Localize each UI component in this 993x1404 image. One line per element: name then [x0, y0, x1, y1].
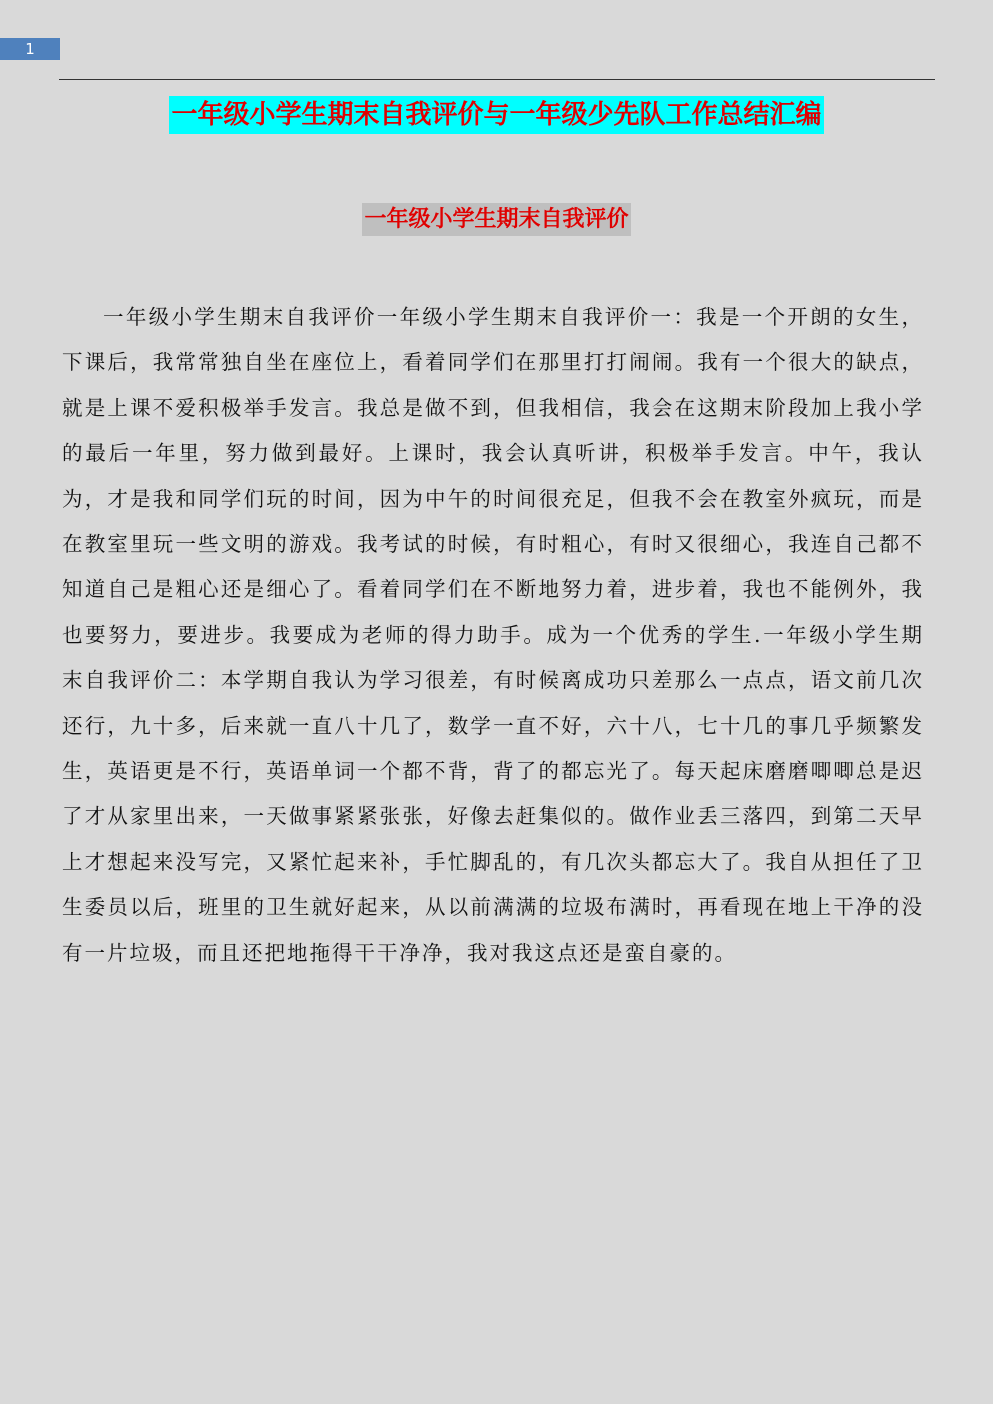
page-number-badge: 1 [0, 38, 60, 60]
document-title-container [0, 96, 993, 134]
header-divider [59, 79, 935, 80]
section-title: 一年级小学生期末自我评价 [362, 203, 630, 236]
section-title-container [0, 203, 993, 236]
document-title: 一年级小学生期末自我评价与一年级少先队工作总结汇编 [169, 96, 823, 134]
body-paragraph: 一年级小学生期末自我评价一年级小学生期末自我评价一：我是一个开朗的女生，下课后，我常常独自坐在座位上，看着同学们在那里打打闹闹。我有一个很大的缺点，就是上课不爱积极举手发言。我总是做不到，但我相信，我会在这期末阶段加上我小学的最后一年里，努力做到最好。上课时，我会认真听讲，积极举手发言。中午，我认为，才是我和同学们玩的时间，因为中午的时间很充足，但我不会在教室外疯玩，而是在教室里玩一些文明的游戏。我考试的时候，有时粗心，有时又很细心，我连自己都不知道自己是粗心还是细心了。看着同学们在不断地努力着，进步着，我也不能例外，我也要努力，要进步。我要成为老师的得力助手。成为一个优秀的学生.一年级小学生期末自我评价二：本学期自我认为学习很差，有时候离成功只差那么一点点，语文前几次还行，九十多，后来就一直八十几了，数学一直不好，六十八，七十几的事几乎频繁发生，英语更是不行，英语单词一个都不背，背了的都忘光了。每天起床磨磨唧唧总是迟了才从家里出来，一天做事紧紧张张，好像去赶集似的。做作业丢三落四，到第二天早上才想起来没写完，又紧忙起来补，手忙脚乱的，有几次头都忘大了。我自从担任了卫生委员以后，班里的卫生就好起来，从以前满满的垃圾布满时，再看现在地上干净的没有一片垃圾，而且还把地拖得干干净净，我对我这点还是蛮自豪的。 [62, 305, 924, 965]
